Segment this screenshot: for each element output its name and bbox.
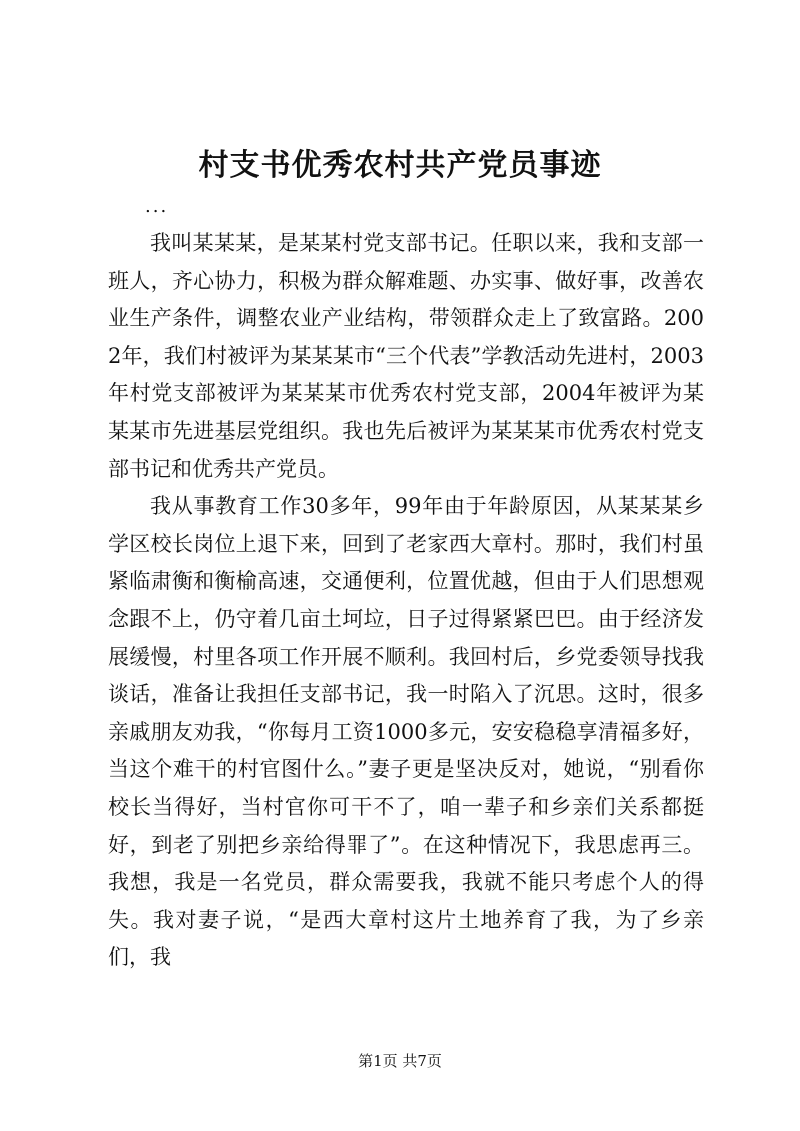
page-title: 村支书优秀农村共产党员事迹 [198, 148, 602, 183]
paragraph: 我从事教育工作30多年，99年由于年龄原因，从某某某乡学区校长岗位上退下来，回到了老家西大章村。那时，我们村虽紧临肃衡和衡榆高速，交通便利，位置优越，但由于人们思想观念跟不上，仍守着几亩土坷垃，日子过得紧紧巴巴。由于经济发展缓慢，村里各项工作开展不顺利。我回村后，乡党委领导找我谈话，准备让我担任支部书记，我一时陷入了沉思。这时，很多亲戚朋友劝我，“你每月工资1000多元，安安稳稳享清福多好，当这个难干的村官图什么。”妻子更是坚决反对，她说，“别看你校长当得好，当村官你可干不了，咱一辈子和乡亲们关系都挺好，到老了别把乡亲给得罪了”。在这种情况下，我思虑再三。我想，我是一名党员，群众需要我，我就不能只考虑个人的得失。我对妻子说，“是西大章村这片土地养育了我，为了乡亲们，我 [108, 494, 704, 970]
paragraph: 我叫某某某，是某某村党支部书记。任职以来，我和支部一班人，齐心协力，积极为群众解难题、办实事、做好事，改善农业生产条件，调整农业产业结构，带领群众走上了致富路。2002年，我们村被评为某某某市“三个代表”学教活动先进村，2003年村党支部被评为某某某市优秀农村党支部，2004年被评为某某某市先进基层党组织。我也先后被评为某某某市优秀农村党支部书记和优秀共产党员。 [108, 231, 704, 481]
page-footer: 第1页 共7页 [358, 1052, 442, 1070]
body-text [108, 225, 704, 977]
ellipsis-marker: ... [145, 196, 169, 217]
